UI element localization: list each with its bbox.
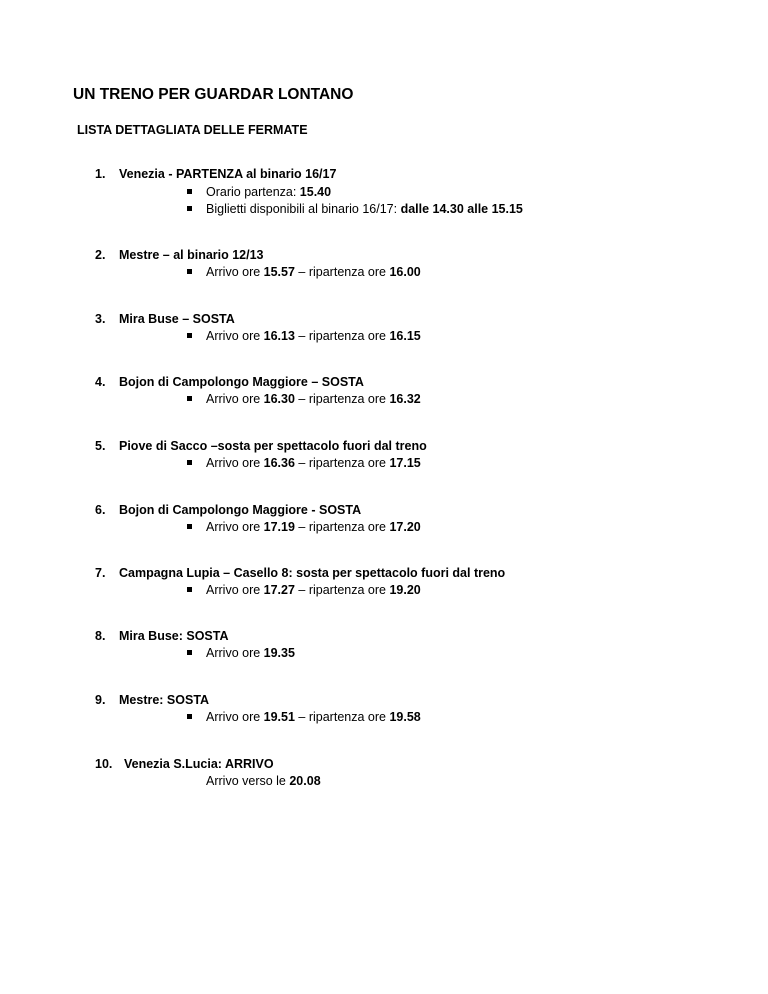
stop-detail: Arrivo ore 17.27 – ripartenza ore 19.20 [187,582,421,598]
stop-title: Campagna Lupia – Casello 8: sosta per spettacolo fuori dal treno [119,566,506,580]
square-bullet-icon [187,460,192,465]
square-bullet-icon [187,524,192,529]
stop-detail: Arrivo ore 16.30 – ripartenza ore 16.32 [187,391,421,407]
arrival-time: 17.19 [263,520,295,534]
stop-heading [95,565,505,581]
stop-detail: Arrivo verso le 20.08 [206,774,321,788]
stop-detail: Arrivo ore 19.51 – ripartenza ore 19.58 [187,709,421,725]
stop-detail: Arrivo ore 16.36 – ripartenza ore 17.15 [187,455,421,471]
stop-title: Venezia S.Lucia: ARRIVO [124,757,274,771]
stop-title: Mestre – al binario 12/13 [119,248,264,262]
document-title: UN TRENO PER GUARDAR LONTANO [73,86,354,103]
stop-title: Mestre: SOSTA [119,693,210,707]
stop-heading [95,166,336,182]
departure-time: 16.15 [389,329,421,343]
departure-time: 19.20 [389,583,421,597]
stop-detail: Arrivo ore 15.57 – ripartenza ore 16.00 [187,264,421,280]
stop-detail: Biglietti disponibili al binario 16/17: dalle 14.30 alle 15.15 [187,201,523,217]
stop-number: 1. [95,167,106,181]
ticket-hours: dalle 14.30 alle 15.15 [400,202,523,216]
square-bullet-icon [187,206,192,211]
stop-title: Piove di Sacco –sosta per spettacolo fuori dal treno [119,439,427,453]
departure-time: 17.20 [389,520,421,534]
departure-time: 16.00 [389,265,421,279]
square-bullet-icon [187,714,192,719]
stop-detail: Arrivo ore 17.19 – ripartenza ore 17.20 [187,519,421,535]
square-bullet-icon [187,396,192,401]
departure-time: 17.15 [389,456,421,470]
stop-heading [95,374,364,390]
stop-heading [95,311,235,327]
departure-time: 16.32 [389,392,421,406]
arrival-time: 20.08 [289,774,321,788]
stop-detail: Arrivo ore 16.13 – ripartenza ore 16.15 [187,328,421,344]
stop-title: Venezia - PARTENZA al binario 16/17 [119,167,337,181]
stop-number: 8. [95,629,106,643]
stop-heading [95,692,209,708]
stop-heading [95,247,264,263]
stop-number: 5. [95,439,106,453]
stop-number: 6. [95,503,106,517]
stop-number: 7. [95,566,106,580]
stop-number: 4. [95,375,106,389]
stop-heading [95,502,361,518]
square-bullet-icon [187,650,192,655]
stop-heading [95,628,229,644]
square-bullet-icon [187,269,192,274]
stop-title: Mira Buse – SOSTA [119,312,235,326]
stop-heading [95,438,427,454]
square-bullet-icon [187,189,192,194]
stop-number: 2. [95,248,106,262]
arrival-time: 16.30 [263,392,295,406]
stop-number: 9. [95,693,106,707]
stop-detail: Arrivo ore 19.35 [187,645,295,661]
stop-detail: Orario partenza: 15.40 [187,184,331,200]
arrival-time: 16.36 [263,456,295,470]
departure-time: 19.58 [389,710,421,724]
stop-heading [95,756,274,772]
stop-title: Mira Buse: SOSTA [119,629,229,643]
document-subtitle: LISTA DETTAGLIATA DELLE FERMATE [77,123,308,137]
arrival-time: 19.35 [263,646,295,660]
stop-number: 3. [95,312,106,326]
arrival-time: 17.27 [263,583,295,597]
square-bullet-icon [187,333,192,338]
stop-number: 10. [95,757,113,771]
arrival-time: 15.57 [263,265,295,279]
arrival-time: 16.13 [263,329,295,343]
stop-title: Bojon di Campolongo Maggiore – SOSTA [119,375,364,389]
square-bullet-icon [187,587,192,592]
arrival-time: 19.51 [263,710,295,724]
stop-title: Bojon di Campolongo Maggiore - SOSTA [119,503,362,517]
departure-time: 15.40 [299,185,332,199]
